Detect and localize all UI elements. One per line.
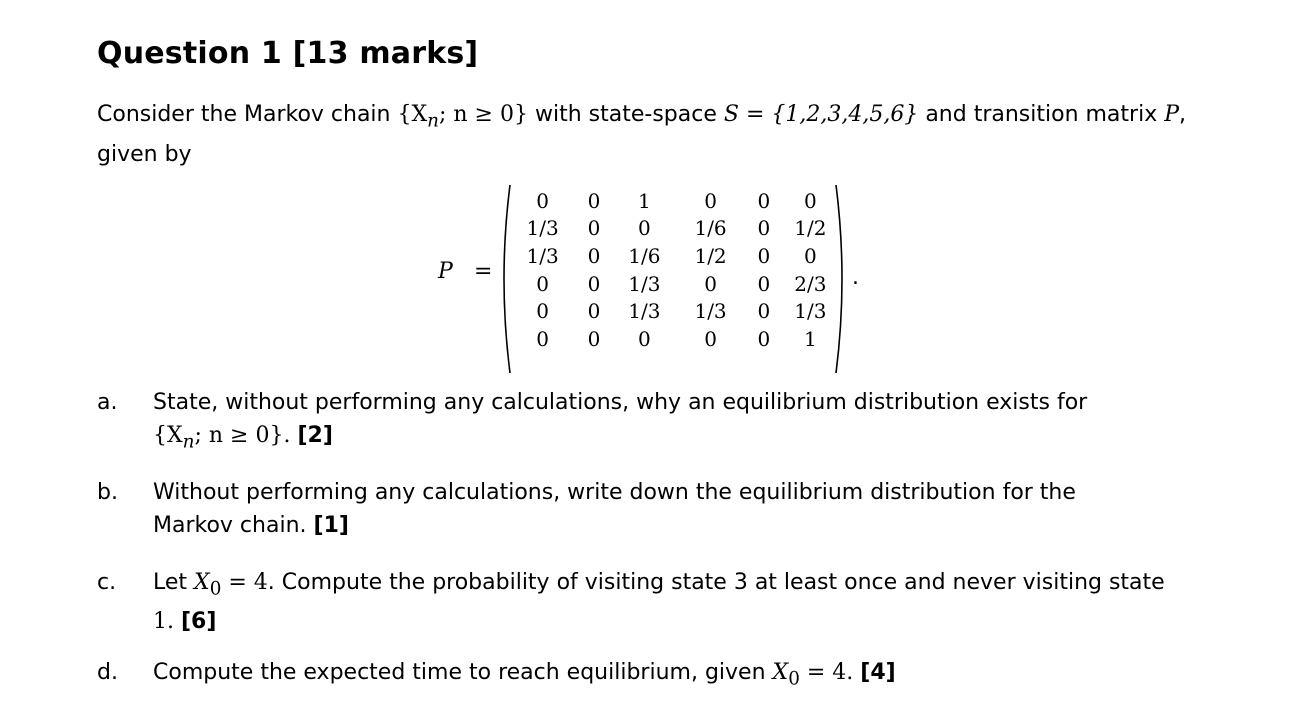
matrix-cell: 1/3 [628, 299, 661, 324]
matrix-cell: 0 [587, 326, 601, 351]
part-d-marks: [4] [860, 660, 896, 685]
matrix-cell: 0 [757, 243, 771, 268]
matrix-cell: 1/3 [794, 299, 827, 324]
matrix-cell: 0 [757, 271, 771, 296]
matrix-cell: 1/3 [628, 271, 661, 296]
transition-matrix [438, 183, 878, 375]
matrix-cell: 0 [704, 271, 717, 296]
matrix-cell: 0 [536, 299, 549, 324]
question-heading: Question 1 [13 marks] [97, 36, 479, 71]
part-a-math: {$X_n$; n ≥ 0}. [153, 423, 291, 453]
part-c-marks: [6] [181, 609, 217, 635]
matrix-cell: 1 [803, 326, 817, 351]
matrix-cell: 0 [587, 216, 601, 241]
matrix-cell: 0 [536, 326, 549, 351]
matrix-cell: 0 [536, 271, 549, 296]
matrix-symbol: P [1164, 102, 1180, 127]
matrix-cell: 0 [757, 326, 771, 351]
matrix-cell: 1/2 [794, 216, 827, 241]
matrix-cell: 1/6 [694, 216, 727, 241]
intro-text-1: Consider the Markov chain [97, 102, 391, 127]
matrix-cell: 1/3 [694, 299, 727, 324]
matrix-row [510, 270, 838, 298]
part-a-label: a. [97, 390, 118, 415]
matrix-cell: 0 [757, 216, 771, 241]
part-d-label: d. [97, 660, 118, 685]
matrix-cell: 0 [704, 326, 717, 351]
part-d-text: Compute the expected time to reach equilibrium, given [153, 660, 766, 685]
matrix-cell: 1/3 [526, 216, 559, 241]
matrix-cell: 0 [757, 188, 771, 213]
matrix-cell: 1/6 [628, 243, 661, 268]
intro-text-2: with state-space [534, 102, 717, 127]
part-a-marks: [2] [297, 423, 333, 448]
part-d-math: $X_0 = 4$. [772, 660, 854, 690]
matrix-cell: 0 [704, 188, 717, 213]
matrix-cell: 1 [638, 188, 651, 213]
matrix-cell: 0 [587, 243, 601, 268]
part-b-text: Without performing any calculations, write down the equilibrium distribution for the Markov chain. [153, 480, 1076, 538]
state-space: S = {1,2,3,4,5,6} [723, 102, 919, 127]
matrix-cell: 0 [638, 326, 651, 351]
matrix-row [510, 215, 838, 243]
matrix-cell: 1/2 [694, 243, 727, 268]
matrix-cell: 0 [803, 188, 817, 213]
matrix-cell: 1/3 [526, 243, 559, 268]
part-c-text-b: . Compute the probability of visiting state 3 at least once and never visiting state [267, 570, 1165, 595]
part-a-text: State, without performing any calculations, why an equilibrium distribution exists for [153, 390, 1088, 415]
part-c-math: $X_0 = 4$ [194, 570, 268, 600]
matrix-cell: 0 [587, 188, 601, 213]
equals-sign: = [474, 259, 493, 284]
part-b-label: b. [97, 480, 118, 505]
part-c-text-c: 1. [153, 609, 174, 635]
chain-notation: {$X_n$; n ≥ 0} [397, 102, 528, 132]
intro-paragraph [97, 98, 1207, 172]
matrix-row [510, 297, 838, 325]
part-b-marks: [1] [313, 513, 349, 538]
matrix-grid [510, 187, 838, 353]
right-paren-icon [834, 183, 850, 375]
matrix-cell: 0 [803, 243, 817, 268]
matrix-cell: 0 [587, 271, 601, 296]
matrix-cell: 0 [757, 299, 771, 324]
part-c-text-a: Let [153, 570, 188, 595]
part-c-label: c. [97, 570, 117, 595]
matrix-row [510, 325, 838, 353]
matrix-cell: 2/3 [794, 271, 827, 296]
matrix-cell: 0 [638, 216, 651, 241]
matrix-cell: 0 [587, 299, 601, 324]
intro-text-3: and transition matrix [925, 102, 1158, 127]
matrix-period: . [852, 265, 859, 290]
matrix-cell: 0 [536, 188, 549, 213]
matrix-label: P [438, 259, 453, 284]
matrix-row [510, 187, 838, 215]
intro-text-4: , given by [97, 102, 1187, 168]
matrix-row [510, 242, 838, 270]
